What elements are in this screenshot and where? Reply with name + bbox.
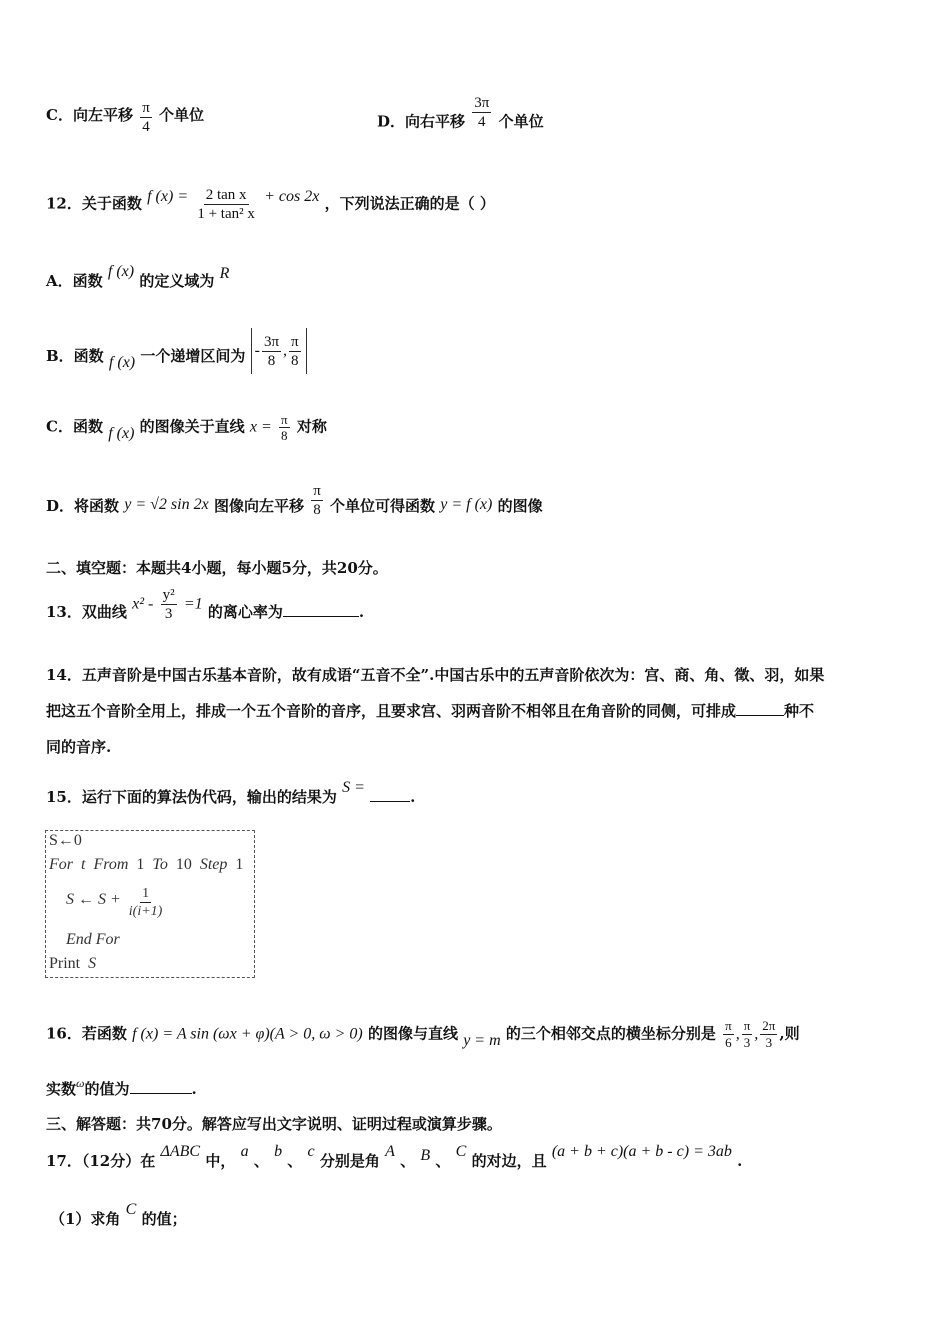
q12-c-fraction: $\frac{\pi}{8}$ (281, 412, 288, 443)
q16-frac1: $\frac{\pi}{6}$ (725, 1018, 732, 1050)
q11-d-fraction: $\frac{3\pi}{4}$ (474, 95, 490, 130)
section-2-heading: 二、填空题：本题共4小题，每小题5分，共20分。 (46, 559, 388, 577)
code-fraction: $\frac{1}{i(i+1)}$ (128, 886, 163, 919)
q11-option-c: C．向左平移 $\frac{\pi}{4}$ 个单位 (46, 100, 205, 135)
q11-option-d: D．向右平移 $\frac{3\pi}{4}$ 个单位 (377, 95, 544, 131)
q16-frac3: $\frac{2\pi}{3}$ (762, 1018, 776, 1050)
q12-option-c: C．函数 f (x) 的图像关于直线 x = $\frac{\pi}{8}$ 对称 (46, 412, 327, 443)
code-line-print: Print S (49, 955, 97, 972)
q15: 15．运行下面的算法伪代码，输出的结果为 S = . (46, 779, 416, 806)
q16-frac2: $\frac{\pi}{3}$ (743, 1018, 751, 1050)
code-line-sum: S ← S + $\frac{1}{i(i+1)}$ (66, 886, 163, 919)
q13: 13．双曲线 x² - $\frac{\text{y²}}{3}$ =1 的离心率为 . (46, 587, 365, 622)
q14: 14．五声音阶是中国古乐基本音阶，故有成语“五音不全”.中国古乐中的五声音阶依次为：宫、商、角、徵、羽，如果 把这五个音阶全用上，排成一个五个音阶的音序，且要求宫、羽两音阶不相邻且在角音阶的同侧，可排成 种不 同的音序. (46, 666, 825, 756)
q15-answer-blank[interactable] (370, 801, 410, 802)
q12-b-frac2: $\frac{\pi}{8}$ (291, 333, 299, 369)
q12-option-d: D．将函数 y = √2 sin 2x 图像向左平移 $\frac{\pi}{8}$ 个单位可得函数 y = f (x) 的图像 (46, 483, 543, 518)
q12-b-interval: - $\frac{3\pi}{8}$ , $\frac{\pi}{8}$ (251, 328, 307, 374)
q12-option-b: B．函数 f (x) 一个递增区间为 - $\frac{3\pi}{8}$ , $\frac{\pi}{8}$ (46, 328, 307, 374)
code-line-endfor: End For (66, 931, 120, 948)
q12-b-frac1: $\frac{3\pi}{8}$ (263, 333, 280, 369)
q14-answer-blank[interactable] (736, 715, 784, 716)
q13-answer-blank[interactable] (283, 616, 359, 617)
q12-option-a: A．函数 f (x) 的定义域为 R (46, 263, 230, 290)
pseudocode-box (45, 830, 255, 978)
q17-part1: （1）求角 C 的值； (50, 1201, 187, 1228)
q17: 17．（12分）在 ΔABC 中， a 、 b 、 c 分别是角 A 、 B 、 C 的对边，且 (a + b + c)(a + b - c) = 3ab . (46, 1143, 743, 1170)
q16-line2: 实数$^\omega$的值为 . (46, 1076, 197, 1098)
q13-fraction: $\frac{\text{y²}}{3}$ (162, 587, 175, 622)
section-3-heading: 三、解答题：共70分。解答应写出文字说明、证明过程或演算步骤。 (46, 1115, 502, 1133)
q11-c-fraction: $\frac{\pi}{4}$ (142, 100, 150, 135)
code-line-init: S←0 (49, 832, 82, 849)
q16-line1: 16．若函数 f (x) = A sin (ωx + φ)(A > 0, ω > 0) 的图像与直线 y = m 的三个相邻交点的横坐标分别是 $\frac{\pi}{6}$ , $\frac{\pi}{3}$ , $\frac{2\pi}{3}$ ,则 (46, 1018, 800, 1050)
q12-fraction: $\frac{\text{2 tan x}}{\text{1 + tan² x}}$ (197, 187, 255, 222)
q12-d-fraction: $\frac{\pi}{8}$ (313, 483, 321, 518)
q16-answer-blank[interactable] (130, 1093, 192, 1094)
q12-stem: 12．关于函数 f (x) = $\frac{\text{2 tan x}}{\text{1 + tan² x}}$ + cos 2x ，下列说法正确的是（ ） (46, 187, 495, 222)
code-line-for: For t From 1 To 10 Step 1 (49, 856, 244, 873)
